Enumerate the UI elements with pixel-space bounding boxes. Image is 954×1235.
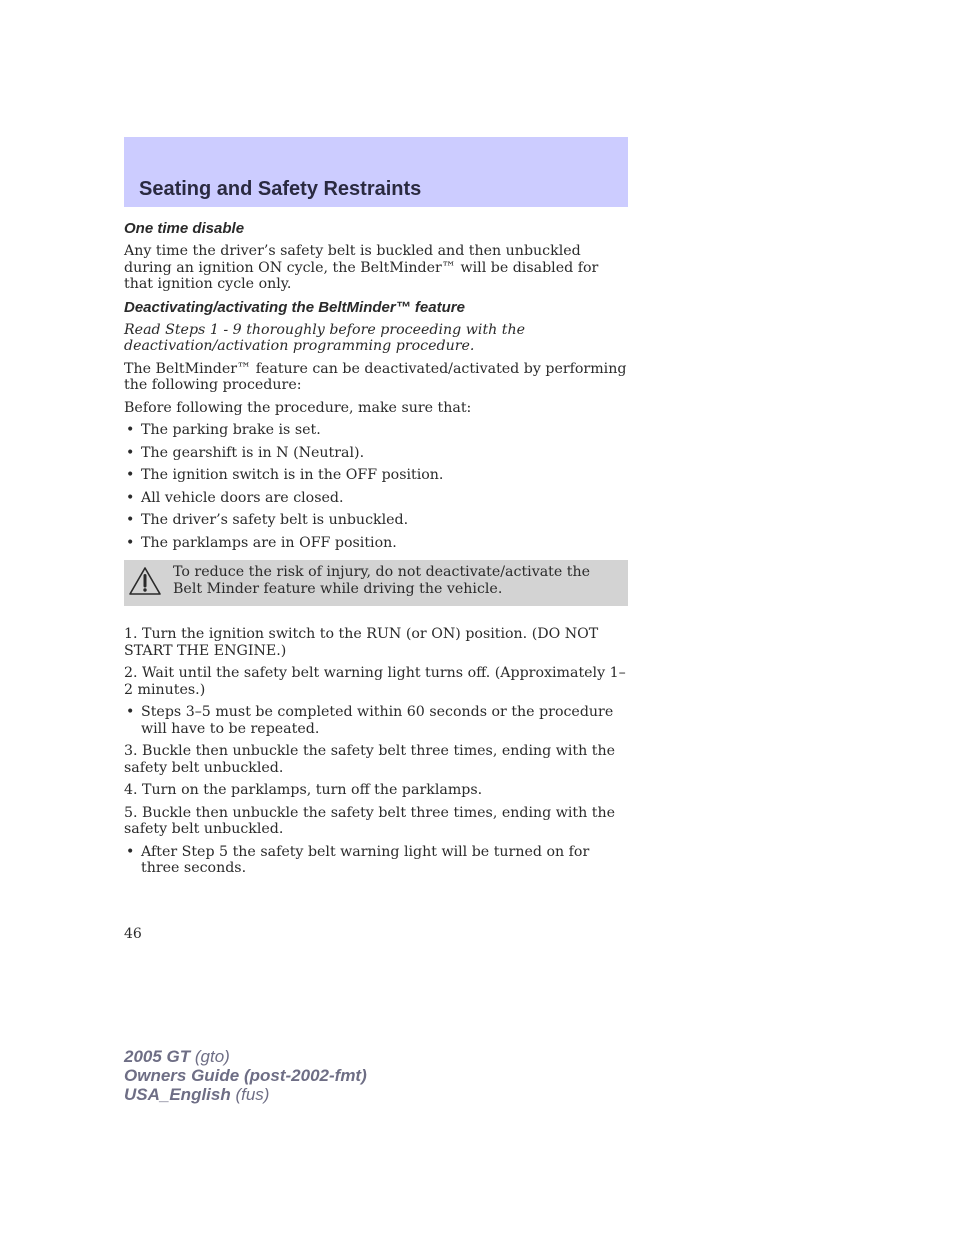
footer-guide: Owners Guide (post-2002-fmt): [124, 1066, 367, 1085]
list-item-text: The ignition switch is in the OFF position.: [141, 467, 444, 483]
procedure-intro: The BeltMinder™ feature can be deactivated/activated by performing the following procedure:: [124, 360, 627, 393]
bullet-icon: •: [126, 467, 135, 483]
bullet-icon: •: [126, 489, 135, 506]
list-item: [124, 422, 628, 439]
bullet-icon: •: [126, 843, 135, 860]
step-1: 1. Turn the ignition switch to the RUN (or ON) position. (DO NOT START THE ENGINE.): [124, 626, 599, 659]
footer-model: 2005 GT: [124, 1047, 191, 1066]
footer-line-1: [124, 1047, 367, 1066]
bullet-icon: •: [126, 512, 135, 528]
heading-deactivating: Deactivating/activating the BeltMinder™ feature: [124, 298, 465, 316]
list-item-text: The driver’s safety belt is unbuckled.: [141, 512, 409, 528]
list-item: [124, 844, 628, 877]
list-item-text: The gearshift is in N (Neutral).: [141, 444, 365, 461]
document-footer: [124, 1047, 367, 1104]
footer-model-code: (gto): [190, 1047, 230, 1066]
footer-language-code: (fus): [230, 1085, 270, 1104]
bullet-icon: •: [126, 422, 135, 438]
footer-line-3: [124, 1085, 367, 1104]
list-item: [124, 445, 628, 462]
list-item: [124, 490, 628, 507]
step-note-list: [124, 844, 628, 877]
page-content: [124, 220, 628, 883]
procedure-note: Read Steps 1 - 9 thoroughly before proceeding with the deactivation/activation programming procedure.: [124, 321, 526, 354]
step-5: 5. Buckle then unbuckle the safety belt three times, ending with the safety belt unbuckled.: [124, 804, 615, 837]
section-title: Seating and Safety Restraints: [139, 178, 422, 200]
step-2: 2. Wait until the safety belt warning light turns off. (Approximately 1–2 minutes.): [124, 665, 626, 698]
list-item: [124, 535, 628, 552]
bullet-icon: •: [126, 704, 135, 720]
step-note-list: [124, 704, 628, 737]
list-item: [124, 704, 628, 737]
page-number: 46: [124, 926, 142, 942]
list-item: [124, 512, 628, 529]
procedure-before: Before following the procedure, make sure that:: [124, 399, 472, 416]
bullet-icon: •: [126, 444, 135, 461]
warning-triangle-icon: [128, 566, 162, 596]
list-item-text: After Step 5 the safety belt warning light will be turned on for three seconds.: [141, 843, 590, 876]
list-item-text: All vehicle doors are closed.: [141, 489, 344, 506]
list-item-text: The parklamps are in OFF position.: [141, 534, 397, 551]
one-time-disable-body: Any time the driver’s safety belt is buckled and then unbuckled during an ignition ON cycle, the BeltMinder™ will be disabled for that ignition cycle only.: [124, 243, 599, 292]
warning-text: To reduce the risk of injury, do not deactivate/activate the Belt Minder feature while driving the vehicle.: [173, 564, 591, 597]
list-item-text: Steps 3–5 must be completed within 60 seconds or the procedure will have to be repeated.: [141, 704, 614, 737]
step-3: 3. Buckle then unbuckle the safety belt three times, ending with the safety belt unbuckled.: [124, 743, 615, 776]
list-item: [124, 467, 628, 484]
footer-line-2: [124, 1066, 367, 1085]
bullet-icon: •: [126, 534, 135, 551]
prerequisite-list: [124, 422, 628, 551]
list-item-text: The parking brake is set.: [141, 422, 321, 438]
step-4: 4. Turn on the parklamps, turn off the parklamps.: [124, 782, 483, 798]
warning-box: [124, 560, 628, 606]
footer-language: USA_English: [124, 1085, 231, 1104]
section-header-band: [124, 137, 628, 207]
heading-one-time-disable: One time disable: [124, 220, 245, 237]
